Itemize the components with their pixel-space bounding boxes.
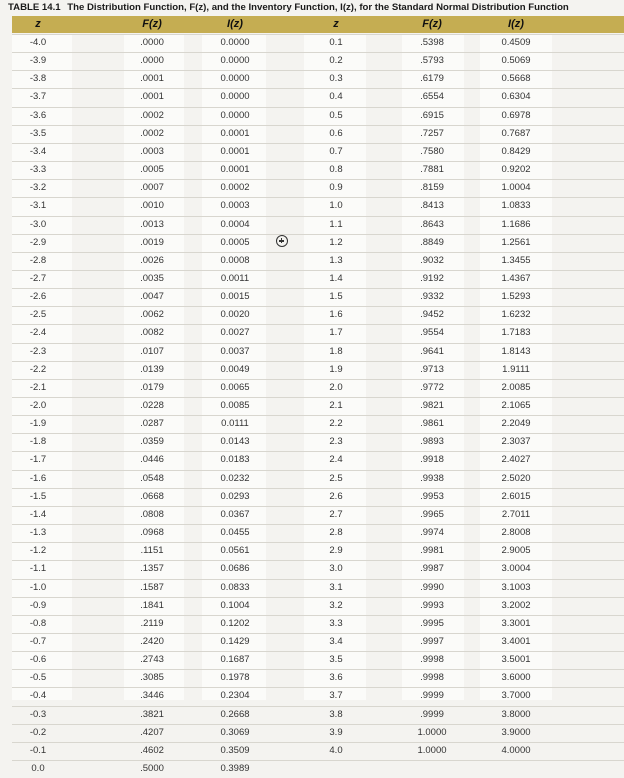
cell-i-pos: 1.0833 bbox=[501, 200, 531, 212]
cell-z-neg: -0.4 bbox=[29, 690, 47, 702]
cell-z-pos: 3.3 bbox=[329, 617, 343, 629]
cell-z-neg: -0.5 bbox=[29, 672, 47, 684]
cell-z-neg: -3.7 bbox=[29, 91, 47, 103]
cell-z-pos: 2.8 bbox=[329, 527, 343, 539]
cell-f-neg: .0013 bbox=[140, 218, 164, 230]
cell-i-neg: 0.0143 bbox=[220, 436, 250, 448]
cell-f-pos: .9993 bbox=[420, 599, 444, 611]
cell-f-neg: .0000 bbox=[140, 55, 164, 67]
cell-i-neg: 0.0833 bbox=[220, 581, 250, 593]
table-row bbox=[12, 724, 624, 742]
cell-f-pos: .9821 bbox=[420, 400, 444, 411]
cell-z-neg: -3.1 bbox=[29, 200, 47, 212]
table-row bbox=[12, 234, 624, 252]
cell-i-neg: 0.1202 bbox=[220, 617, 250, 629]
table-row bbox=[12, 143, 624, 161]
cell-f-pos: .9918 bbox=[420, 454, 444, 466]
cell-f-pos: .5793 bbox=[420, 55, 444, 67]
table-row bbox=[12, 742, 624, 760]
cell-i-pos: 0.9202 bbox=[501, 164, 531, 176]
cell-i-pos: 1.2561 bbox=[501, 236, 531, 248]
column-header-i-neg: I(z) bbox=[227, 18, 243, 30]
cell-f-pos: .7257 bbox=[420, 127, 444, 139]
cell-z-neg: -3.6 bbox=[29, 109, 47, 121]
cell-i-pos: 3.6000 bbox=[501, 672, 531, 684]
cell-f-pos: .9861 bbox=[420, 418, 444, 430]
cell-f-neg: .0139 bbox=[140, 363, 164, 375]
cell-f-neg: .2119 bbox=[140, 617, 164, 629]
cell-i-pos: 2.9005 bbox=[501, 545, 531, 557]
cell-i-neg: 0.0065 bbox=[220, 381, 250, 393]
cell-f-pos: .6554 bbox=[420, 91, 444, 103]
table-row bbox=[12, 397, 624, 415]
table-row bbox=[12, 451, 624, 469]
cell-f-neg: .0179 bbox=[140, 381, 164, 393]
cell-f-pos: .9990 bbox=[420, 581, 444, 593]
table-row bbox=[12, 415, 624, 433]
table-row bbox=[12, 760, 624, 778]
column-header-z-neg: z bbox=[35, 18, 41, 30]
cell-z-pos: 2.3 bbox=[329, 436, 343, 448]
cell-i-pos: 1.9111 bbox=[502, 363, 530, 375]
cell-f-neg: .0228 bbox=[140, 400, 164, 411]
cell-i-neg: 0.0000 bbox=[220, 91, 250, 103]
cell-i-neg: 0.0005 bbox=[220, 236, 250, 248]
cell-z-neg: -2.6 bbox=[29, 291, 47, 303]
cell-f-pos: .9998 bbox=[420, 654, 444, 666]
cell-i-pos: 2.8008 bbox=[501, 527, 531, 539]
cell-z-pos: 0.6 bbox=[329, 127, 343, 139]
cell-i-pos: 0.6304 bbox=[501, 91, 531, 103]
cell-i-pos: 1.6232 bbox=[501, 309, 531, 321]
cell-i-pos: 3.2002 bbox=[501, 599, 531, 611]
cell-z-pos: 2.5 bbox=[329, 472, 343, 484]
cell-i-neg: 0.0000 bbox=[220, 109, 250, 121]
cell-z-pos: 3.4 bbox=[329, 635, 343, 647]
cell-i-neg: 0.1429 bbox=[220, 635, 250, 647]
cell-f-pos: 1.0000 bbox=[417, 744, 447, 756]
cell-f-pos: .9192 bbox=[420, 272, 444, 284]
cell-f-neg: .0003 bbox=[140, 145, 164, 157]
cell-z-pos: 0.7 bbox=[329, 145, 343, 157]
column-header-f-neg: F(z) bbox=[142, 18, 162, 30]
cell-f-neg: .5000 bbox=[140, 763, 164, 774]
cell-i-neg: 0.0000 bbox=[220, 37, 250, 48]
cell-f-pos: .8159 bbox=[420, 182, 444, 194]
cell-i-pos: 0.6978 bbox=[501, 109, 531, 121]
cell-f-pos: .5398 bbox=[420, 37, 444, 48]
table-row bbox=[12, 88, 624, 106]
cell-z-neg: -1.5 bbox=[29, 490, 47, 502]
cell-z-neg: -2.7 bbox=[29, 272, 47, 284]
cell-i-neg: 0.0011 bbox=[220, 272, 250, 284]
cell-f-pos: .9997 bbox=[420, 635, 444, 647]
cell-i-neg: 0.0003 bbox=[220, 200, 250, 212]
cell-i-pos: 2.4027 bbox=[501, 454, 531, 466]
table-row bbox=[12, 197, 624, 215]
cell-f-neg: .0002 bbox=[140, 127, 164, 139]
cell-f-pos: 1.0000 bbox=[417, 726, 447, 738]
cell-i-neg: 0.2304 bbox=[220, 690, 250, 702]
table-row bbox=[12, 615, 624, 633]
cell-f-pos: .6179 bbox=[420, 73, 444, 85]
cell-f-neg: .0002 bbox=[140, 109, 164, 121]
cell-i-neg: 0.0000 bbox=[220, 73, 250, 85]
table-row bbox=[12, 70, 624, 88]
cell-i-pos: 2.0085 bbox=[501, 381, 531, 393]
cell-i-pos: 2.1065 bbox=[501, 400, 531, 411]
cell-z-neg: -1.8 bbox=[29, 436, 47, 448]
cell-f-neg: .0359 bbox=[140, 436, 164, 448]
table-row bbox=[12, 470, 624, 488]
table-title bbox=[8, 2, 620, 13]
cell-i-neg: 0.1978 bbox=[220, 672, 250, 684]
table-row bbox=[12, 270, 624, 288]
cell-f-pos: .9987 bbox=[420, 563, 444, 575]
cell-f-neg: .0019 bbox=[140, 236, 164, 248]
cell-f-neg: .0001 bbox=[140, 91, 164, 103]
cell-z-neg: -2.0 bbox=[29, 400, 47, 411]
cell-z-pos: 1.7 bbox=[329, 327, 343, 339]
cell-z-pos: 1.9 bbox=[329, 363, 343, 375]
cell-z-pos: 3.2 bbox=[329, 599, 343, 611]
cell-z-pos: 3.7 bbox=[329, 690, 343, 702]
cell-z-neg: -3.4 bbox=[29, 145, 47, 157]
cell-i-pos: 3.1003 bbox=[501, 581, 531, 593]
table-row bbox=[12, 179, 624, 197]
cell-i-pos: 0.5069 bbox=[501, 55, 531, 67]
cell-z-pos: 2.2 bbox=[329, 418, 343, 430]
table-row bbox=[12, 633, 624, 651]
cell-z-neg: -1.9 bbox=[29, 418, 47, 430]
cell-i-neg: 0.0027 bbox=[220, 327, 250, 339]
column-header-f-pos: F(z) bbox=[422, 18, 442, 30]
cell-f-neg: .3085 bbox=[140, 672, 164, 684]
cell-f-neg: .1357 bbox=[140, 563, 164, 575]
table-row bbox=[12, 361, 624, 379]
cell-i-neg: 0.0001 bbox=[220, 145, 250, 157]
cell-i-pos: 1.3455 bbox=[501, 254, 531, 266]
cell-z-pos: 0.1 bbox=[329, 37, 343, 48]
cell-f-pos: .8643 bbox=[420, 218, 444, 230]
cell-i-pos: 4.0000 bbox=[501, 744, 531, 756]
cell-f-neg: .0035 bbox=[140, 272, 164, 284]
cell-i-neg: 0.0001 bbox=[220, 127, 250, 139]
zoom-in-icon[interactable] bbox=[276, 235, 288, 247]
cell-f-neg: .0007 bbox=[140, 182, 164, 194]
cell-f-pos: .6915 bbox=[420, 109, 444, 121]
cell-f-pos: .9981 bbox=[420, 545, 444, 557]
cell-z-pos: 1.3 bbox=[329, 254, 343, 266]
cell-f-pos: .9332 bbox=[420, 291, 444, 303]
cell-z-neg: -0.6 bbox=[29, 654, 47, 666]
cell-f-neg: .4207 bbox=[140, 726, 164, 738]
cell-f-neg: .0005 bbox=[140, 164, 164, 176]
cell-f-pos: .9893 bbox=[420, 436, 444, 448]
table-row bbox=[12, 560, 624, 578]
cell-i-pos: 3.3001 bbox=[501, 617, 531, 629]
cell-i-neg: 0.0004 bbox=[220, 218, 250, 230]
table-row bbox=[12, 252, 624, 270]
cell-i-neg: 0.0037 bbox=[220, 345, 250, 357]
cell-z-neg: -1.7 bbox=[29, 454, 47, 466]
table-caption: The Distribution Function, F(z), and the Inventory Function, I(z), for the Standard Normal Distribution Function bbox=[67, 2, 569, 13]
cell-z-pos: 2.4 bbox=[329, 454, 343, 466]
cell-i-neg: 0.0002 bbox=[220, 182, 250, 194]
table-row bbox=[12, 706, 624, 724]
table-row bbox=[12, 379, 624, 397]
cell-i-neg: 0.0085 bbox=[220, 400, 250, 411]
cell-f-neg: .0001 bbox=[140, 73, 164, 85]
cell-i-neg: 0.0686 bbox=[220, 563, 250, 575]
cell-z-neg: -2.9 bbox=[29, 236, 47, 248]
cell-z-neg: -1.2 bbox=[29, 545, 47, 557]
cell-f-neg: .0446 bbox=[140, 454, 164, 466]
cell-z-pos: 2.6 bbox=[329, 490, 343, 502]
cell-i-neg: 0.0455 bbox=[220, 527, 250, 539]
cell-i-neg: 0.0001 bbox=[220, 164, 250, 176]
cell-z-neg: -3.2 bbox=[29, 182, 47, 194]
cell-i-pos: 2.7011 bbox=[501, 508, 531, 520]
cell-i-pos: 0.5668 bbox=[501, 73, 531, 85]
cell-f-pos: .9938 bbox=[420, 472, 444, 484]
cell-z-neg: -0.1 bbox=[29, 744, 47, 756]
cell-i-neg: 0.0183 bbox=[220, 454, 250, 466]
cell-f-pos: .9772 bbox=[420, 381, 444, 393]
table-row bbox=[12, 161, 624, 179]
cell-f-neg: .0082 bbox=[140, 327, 164, 339]
table-row bbox=[12, 651, 624, 669]
table-row bbox=[12, 579, 624, 597]
cell-i-neg: 0.0367 bbox=[220, 508, 250, 520]
cell-z-neg: -0.7 bbox=[29, 635, 47, 647]
cell-f-pos: .9998 bbox=[420, 672, 444, 684]
cell-z-neg: -0.2 bbox=[29, 726, 47, 738]
cell-z-pos: 0.2 bbox=[329, 55, 343, 67]
cell-f-pos: .8849 bbox=[420, 236, 444, 248]
cell-i-pos: 3.8000 bbox=[501, 708, 531, 720]
table-row bbox=[12, 597, 624, 615]
cell-z-neg: -0.3 bbox=[29, 708, 47, 720]
cell-z-pos: 0.4 bbox=[329, 91, 343, 103]
distribution-table bbox=[12, 34, 624, 774]
table-row bbox=[12, 343, 624, 361]
cell-f-neg: .0548 bbox=[140, 472, 164, 484]
cell-z-pos: 0.5 bbox=[329, 109, 343, 121]
cell-z-pos: 1.5 bbox=[329, 291, 343, 303]
cell-i-neg: 0.0561 bbox=[220, 545, 250, 557]
cell-i-neg: 0.2668 bbox=[220, 708, 250, 720]
cell-f-pos: .9999 bbox=[420, 708, 444, 720]
cell-f-neg: .0062 bbox=[140, 309, 164, 321]
cell-i-pos: 3.5001 bbox=[501, 654, 531, 666]
cell-z-pos: 0.3 bbox=[329, 73, 343, 85]
column-header-i-pos: I(z) bbox=[508, 18, 524, 30]
cell-i-pos: 3.7000 bbox=[501, 690, 531, 702]
cell-i-neg: 0.0232 bbox=[220, 472, 250, 484]
cell-i-pos: 2.6015 bbox=[501, 490, 531, 502]
cell-z-pos: 0.8 bbox=[329, 164, 343, 176]
cell-i-neg: 0.3989 bbox=[220, 763, 250, 774]
cell-i-neg: 0.0111 bbox=[221, 418, 249, 430]
cell-f-neg: .1587 bbox=[140, 581, 164, 593]
cell-z-pos: 1.6 bbox=[329, 309, 343, 321]
cell-i-pos: 3.0004 bbox=[501, 563, 531, 575]
table-row bbox=[12, 433, 624, 451]
cell-z-pos: 2.9 bbox=[329, 545, 343, 557]
cell-z-neg: -2.3 bbox=[29, 345, 47, 357]
column-header-z-pos: z bbox=[333, 18, 339, 30]
cell-f-neg: .4602 bbox=[140, 744, 164, 756]
cell-i-pos: 0.7687 bbox=[501, 127, 531, 139]
cell-f-pos: .9974 bbox=[420, 527, 444, 539]
cell-f-neg: .0010 bbox=[140, 200, 164, 212]
cell-z-neg: -1.3 bbox=[29, 527, 47, 539]
cell-z-neg: -1.4 bbox=[29, 508, 47, 520]
cell-z-pos: 3.5 bbox=[329, 654, 343, 666]
cell-f-pos: .8413 bbox=[420, 200, 444, 212]
cell-z-neg: -3.5 bbox=[29, 127, 47, 139]
cell-z-neg: -1.0 bbox=[29, 581, 47, 593]
cell-f-neg: .0808 bbox=[140, 508, 164, 520]
cell-i-pos: 1.0004 bbox=[501, 182, 531, 194]
cell-f-pos: .9641 bbox=[420, 345, 444, 357]
cell-i-neg: 0.0000 bbox=[220, 55, 250, 67]
cell-i-pos: 2.5020 bbox=[501, 472, 531, 484]
cell-i-pos: 3.9000 bbox=[501, 726, 531, 738]
cell-i-neg: 0.3509 bbox=[220, 744, 250, 756]
table-number: TABLE 14.1 bbox=[8, 2, 61, 13]
cell-f-pos: .9452 bbox=[420, 309, 444, 321]
table-row bbox=[12, 488, 624, 506]
cell-f-pos: .9999 bbox=[420, 690, 444, 702]
table-row bbox=[12, 125, 624, 143]
cell-i-pos: 1.7183 bbox=[501, 327, 531, 339]
cell-f-pos: .7580 bbox=[420, 145, 444, 157]
cell-z-pos: 3.9 bbox=[329, 726, 343, 738]
cell-z-pos: 3.0 bbox=[329, 563, 343, 575]
cell-f-neg: .0968 bbox=[140, 527, 164, 539]
cell-z-pos: 1.4 bbox=[329, 272, 343, 284]
cell-i-pos: 1.5293 bbox=[501, 291, 531, 303]
table-row bbox=[12, 524, 624, 542]
cell-z-pos: 1.2 bbox=[329, 236, 343, 248]
table-row bbox=[12, 107, 624, 125]
cell-f-neg: .1151 bbox=[140, 545, 164, 557]
cell-z-pos: 3.1 bbox=[329, 581, 343, 593]
cell-z-neg: -2.8 bbox=[29, 254, 47, 266]
cell-i-pos: 0.8429 bbox=[501, 145, 531, 157]
table-row bbox=[12, 324, 624, 342]
cell-i-pos: 1.8143 bbox=[501, 345, 531, 357]
cell-z-neg: -0.9 bbox=[29, 599, 47, 611]
cell-z-neg: -3.3 bbox=[29, 164, 47, 176]
table-row bbox=[12, 506, 624, 524]
cell-z-pos: 2.0 bbox=[329, 381, 343, 393]
cell-z-pos: 3.6 bbox=[329, 672, 343, 684]
cell-f-neg: .1841 bbox=[140, 599, 164, 611]
cell-i-neg: 0.0020 bbox=[220, 309, 250, 321]
cell-f-pos: .9554 bbox=[420, 327, 444, 339]
cell-f-neg: .3446 bbox=[140, 690, 164, 702]
cell-f-neg: .0107 bbox=[140, 345, 164, 357]
cell-z-pos: 0.9 bbox=[329, 182, 343, 194]
cell-z-neg: -0.8 bbox=[29, 617, 47, 629]
cell-f-neg: .2743 bbox=[140, 654, 164, 666]
cell-z-pos: 3.8 bbox=[329, 708, 343, 720]
cell-z-neg: -3.9 bbox=[29, 55, 47, 67]
cell-f-neg: .0026 bbox=[140, 254, 164, 266]
cell-z-pos: 1.0 bbox=[329, 200, 343, 212]
cell-f-pos: .9995 bbox=[420, 617, 444, 629]
cell-i-neg: 0.0293 bbox=[220, 490, 250, 502]
cell-f-pos: .9953 bbox=[420, 490, 444, 502]
cell-f-neg: .3821 bbox=[140, 708, 164, 720]
cell-f-neg: .0287 bbox=[140, 418, 164, 430]
cell-i-neg: 0.0015 bbox=[220, 291, 250, 303]
cell-i-neg: 0.1004 bbox=[220, 599, 250, 611]
table-row bbox=[12, 306, 624, 324]
cell-i-pos: 2.2049 bbox=[501, 418, 531, 430]
cell-f-neg: .0668 bbox=[140, 490, 164, 502]
cell-z-neg: -3.8 bbox=[29, 73, 47, 85]
cell-f-neg: .2420 bbox=[140, 635, 164, 647]
cell-i-neg: 0.0049 bbox=[220, 363, 250, 375]
cell-z-neg: -2.4 bbox=[29, 327, 47, 339]
table-row bbox=[12, 687, 624, 705]
cell-f-pos: .7881 bbox=[420, 164, 444, 176]
cell-i-pos: 1.4367 bbox=[501, 272, 531, 284]
cell-f-pos: .9965 bbox=[420, 508, 444, 520]
cell-z-neg: -1.6 bbox=[29, 472, 47, 484]
table-row bbox=[12, 542, 624, 560]
cell-z-pos: 4.0 bbox=[329, 744, 343, 756]
table-row bbox=[12, 216, 624, 234]
table-row bbox=[12, 288, 624, 306]
cell-f-pos: .9713 bbox=[420, 363, 444, 375]
table-row bbox=[12, 34, 624, 52]
cell-i-pos: 1.1686 bbox=[501, 218, 531, 230]
cell-i-pos: 0.4509 bbox=[501, 37, 531, 48]
cell-z-neg: -2.2 bbox=[29, 363, 47, 375]
cell-f-neg: .0047 bbox=[140, 291, 164, 303]
table-header bbox=[12, 16, 624, 33]
cell-i-pos: 2.3037 bbox=[501, 436, 531, 448]
table-row bbox=[12, 669, 624, 687]
cell-i-neg: 0.3069 bbox=[220, 726, 250, 738]
cell-z-pos: 2.7 bbox=[329, 508, 343, 520]
cell-z-neg: -3.0 bbox=[29, 218, 47, 230]
table-row bbox=[12, 52, 624, 70]
cell-i-neg: 0.1687 bbox=[220, 654, 250, 666]
cell-f-pos: .9032 bbox=[420, 254, 444, 266]
cell-z-neg: 0.0 bbox=[31, 763, 45, 774]
cell-z-neg: -4.0 bbox=[29, 37, 47, 48]
cell-z-neg: -2.5 bbox=[29, 309, 47, 321]
cell-z-neg: -2.1 bbox=[29, 381, 47, 393]
cell-i-neg: 0.0008 bbox=[220, 254, 250, 266]
cell-i-pos: 3.4001 bbox=[501, 635, 531, 647]
cell-z-pos: 1.1 bbox=[329, 218, 343, 230]
cell-f-neg: .0000 bbox=[140, 37, 164, 48]
cell-z-pos: 2.1 bbox=[329, 400, 343, 411]
cell-z-neg: -1.1 bbox=[29, 563, 47, 575]
cell-z-pos: 1.8 bbox=[329, 345, 343, 357]
